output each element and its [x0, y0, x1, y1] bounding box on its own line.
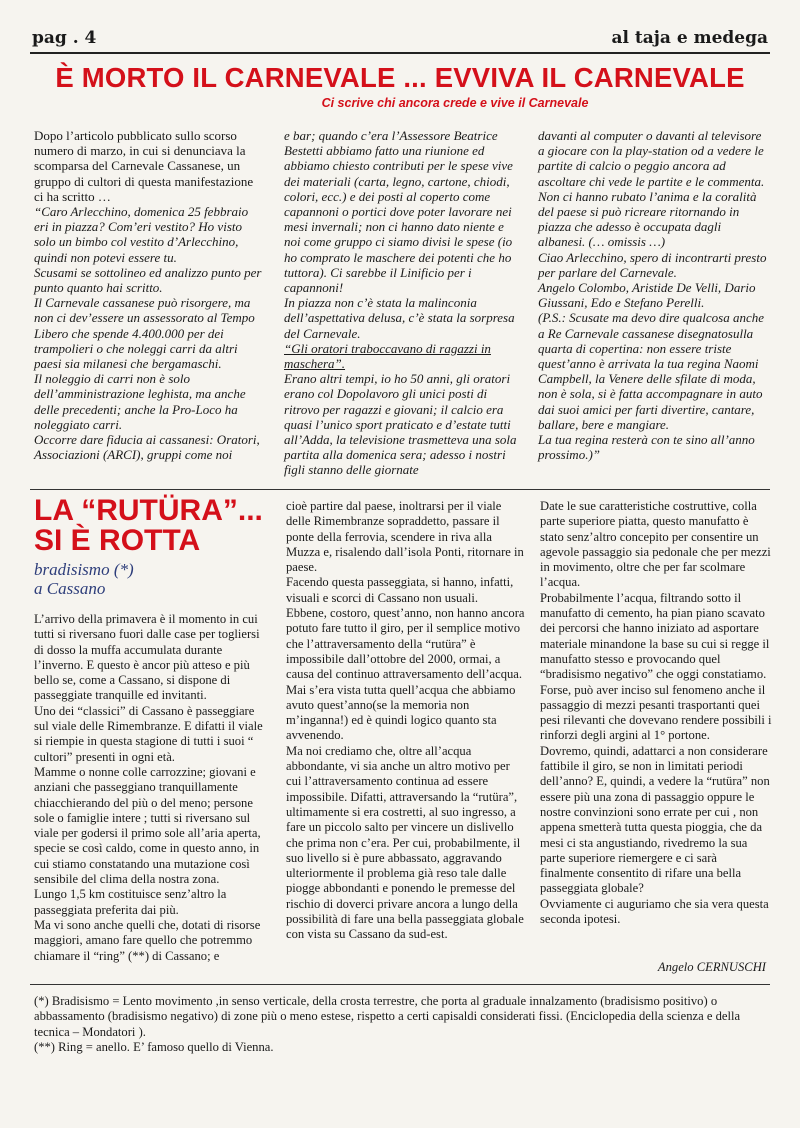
paragraph: “Caro Arlecchino, domenica 25 febbraio eri in piazza? Com’eri vestito? Ho visto solo un bimbo col vestito d’Arlecchino, quindi non potevi essere tu.	[34, 204, 249, 265]
footnote: (**) Ring = anello. E’ famoso quello di Vienna.	[34, 1040, 274, 1055]
paragraph: Ma noi crediamo che, oltre all’acqua abbondante, vi sia anche un altro motivo per cui l’attraversamento continua ad essere impossibile. Difatti, attraversando la “rutüra”, ultimamente si era costretti, al suo ingresso, a fare un piccolo salto per vincere un dislivello che prima non c’era. Per cui, probabilmente, il suo livello si è pure abbassato, aggravando ulteriormente il problema già reso tale dalle piogge abbondanti e ponendo le premesse del rischio di doverci privare ancora a lungo della possibilità di fare una bella passeggiata globale con vista su Cassano da sud-est.	[286, 743, 524, 942]
page-number: pag . 4	[32, 28, 97, 48]
paragraph: Mai s’era vista tutta quell’acqua che abbiamo avuto quest’anno(se la memoria non m’inganna!) ed è quindi logico quanto sta avvenendo.	[286, 682, 516, 743]
article2-column-3	[540, 499, 772, 927]
paragraph: e bar; quando c’era l’Assessore Beatrice Bestetti abbiamo fatto una riunione ed abbiamo chiesto contributi per le spese vive dei materiali (carta, legno, cartone, chiodi, colori, ecc.) e dei posti al coperto come capannoni o portici dove poter lavorare nei mesi invernali; non ci hanno dato niente e noi come gruppo ci siamo divisi le spese (io ho comprato le maschere dei potenti che ho tuttora). Ci sarebbe il Linificio per i capannoni!	[284, 128, 513, 296]
article1-column-3	[538, 128, 770, 462]
paragraph: cioè partire dal paese, inoltrarsi per il viale delle Rimembranze sopraddetto, passare il ponte della ferrovia, scendere in riva alla Muzza e, risalendo dall’isola Ponti, ritornare in paese.	[286, 499, 524, 575]
paragraph: Uno dei “classici” di Cassano è passeggiare sul viale delle Rimembranze. E difatti il viale si riempie in questa stagione di tutti i suoi “ cultori” presenti in ogni età.	[34, 703, 263, 764]
paragraph: Ebbene, costoro, quest’anno, non hanno ancora potuto fare tutto il giro, per il semplice motivo che l’attraversamento della “rutüra” è impossibile dall’ottobre del 2000, ormai, a causa del continuo attraversamento dell’acqua.	[286, 606, 525, 682]
article1-subtitle: Ci scrive chi ancora crede e vive il Carnevale	[321, 96, 589, 110]
masthead: al taja e medega	[611, 28, 768, 48]
author-signature: Angelo CERNUSCHI	[657, 960, 766, 974]
article2-title-line: LA “RUTÜRA”...	[34, 494, 263, 527]
paragraph: Lungo 1,5 km costituisce senz’altro la passeggiata preferita dai più.	[34, 887, 227, 917]
article1-column-2	[284, 128, 520, 478]
paragraph: Ciao Arlecchino, spero di incontrarti presto per parlare del Carnevale.	[538, 249, 767, 280]
header-rule	[30, 52, 770, 54]
article1-column-1	[34, 128, 262, 462]
paragraph: Non ci hanno rubato l’anima e la coralità del paese si può ricreare ritornando in piazza che adesso è occupata dagli albanesi. (… omissis …)	[538, 188, 757, 250]
paragraph: L’arrivo della primavera è il momento in cui tutti si riversano fuori dalle case per togliersi di dosso la muffa accumulata durante l’inverno. E questo è ancor più atteso e più bello se, come a Cassano, si dispone di passeggiate tranquille ed invitanti.	[34, 612, 260, 703]
footnote: (*) Bradisismo = Lento movimento ,in senso verticale, della crosta terrestre, che porta al graduale innalzamento (bradisismo positivo) o abbassamento (bradisismo negativo) di zone più o meno estese, rispetto a certi capisaldi considerati fissi. (Enciclopedia della scienza e della tecnica – Mondatori ).	[34, 994, 741, 1039]
paragraph: (P.S.: Scusate ma devo dire qualcosa anche a Re Carnevale cassanese disegnatosulla quarta di copertina: non essere triste quest’anno è arrivata la tua regina Naomi Campbell, la Venere delle sfilate di moda, non è sola, si è fatta accompagnare in auto dai suoi amici per farti divertire, cantare, ballare, bere e mangiare.	[538, 310, 765, 432]
paragraph: davanti al computer o davanti al televisore a giocare con la play-station od a vedere le partite di calcio o peggio ancora ad ascoltare chi vede le partite e le commenta.	[538, 128, 765, 189]
footnote-divider	[30, 984, 770, 985]
article2-subtitle-line: a Cassano	[34, 579, 106, 598]
article2-title	[34, 496, 272, 556]
article2-column-1	[34, 612, 268, 964]
section-divider	[30, 489, 770, 490]
paragraph: Scusami se sottolineo ed analizzo punto per punto quanto hai scritto.	[34, 264, 262, 296]
paragraph: Forse, può aver inciso sul fenomeno anche il passaggio di mezzi pesanti trasportanti quei pesi rilevanti che dovevano rendere possibili i rinforzi degli argini al 1° portone.	[540, 682, 772, 743]
paragraph: Il Carnevale cassanese può risorgere, ma non ci dev’essere un assessorato al Tempo Libero che spende 4.400.000 per dei trampolieri o che noleggi carri da altri paesi sia milanesi che bergamaschi.	[34, 295, 255, 372]
paragraph: Ovviamente ci auguriamo che sia vera questa seconda ipotesi.	[540, 896, 769, 927]
article2-subtitle	[34, 560, 274, 598]
paragraph: Il noleggio di carri non è solo dell’amministrazione leghista, ma anche delle precedenti; anche la Pro-Loco ha noleggiato carri.	[34, 371, 246, 432]
paragraph: Erano altri tempi, io ho 50 anni, gli oratori erano col Dopolavoro gli unici posti di ritrovo per ragazzi e giovani; il calcio era quasi l’unico sport praticato e d’estate tutti all’Adda, la televisione trasmetteva una sola partita alla domenica sera; adesso i nostri figli stanno delle giornate	[284, 371, 517, 478]
paragraph: La tua regina resterà con te sino all’anno prossimo.)”	[538, 432, 755, 463]
paragraph: Date le sue caratteristiche costruttive, colla parte superiore piatta, questo manufatto è stato senz’altro concepito per consentire un agevole passaggio sia pedonale che per mezzi in movimento, oltre che per far scolmare l’acqua.	[540, 499, 771, 590]
paragraph: Ma vi sono anche quelli che, dotati di risorse maggiori, amano fare quello che potremmo chiamare il “ring” (**) di Cassano; e	[34, 917, 261, 963]
paragraph: Mamme o nonne colle carrozzine; giovani e anziani che passeggiano tranquillamente chiacchierando del più o del meno; persone sole o famiglie intere ; tutti si riversano sul viale per godersi il primo sole all’aria aperta, specie se così caldo, come in questo anno, in cui stiamo constatando una mutazione così sensibile del clima della nostra zona.	[34, 764, 261, 887]
paragraph: Occorre dare fiducia ai cassanesi: Oratori, Associazioni (ARCI), gruppi come noi	[34, 432, 260, 463]
paragraph: In piazza non c’è stata la malinconia dell’aspettativa delusa, c’è stata la sorpresa del Carnevale.	[284, 295, 515, 341]
paragraph: Facendo questa passeggiata, si hanno, infatti, visuali e scorci di Cassano non usuali.	[286, 575, 514, 605]
article2-subtitle-line: bradisismo (*)	[34, 560, 134, 579]
footnotes	[34, 994, 770, 1056]
paragraph: “Gli oratori traboccavano di ragazzi in maschera”.	[284, 340, 491, 372]
paragraph: Dovremo, quindi, adattarci a non considerare fattibile il giro, se non in limitati periodi dell’anno? E, quindi, a vedere la “rutüra” non essere più una zona di passaggio oppure le nostre convinzioni sono errate per cui , non appena smetterà tutta questa pioggia, che da mesi ci sta angustiando, rivedremo la sua parte superiore riemergere e ci sarà finalmente consentito di rifare una bella passeggiata globale?	[540, 743, 770, 896]
paragraph: Angelo Colombo, Aristide De Velli, Dario Giussani, Edo e Stefano Perelli.	[538, 280, 756, 311]
article2-title-line: SI È ROTTA	[34, 524, 201, 557]
article2-column-2	[286, 499, 526, 943]
article1-title: È MORTO IL CARNEVALE ... EVVIVA IL CARNEVALE	[55, 62, 745, 93]
paragraph: Probabilmente l’acqua, filtrando sotto il manufatto di cemento, ha pian piano scavato dei percorsi che hanno iniziato ad asportare materiale minandone la base su cui si regge il manufatto stesso e provocando quel “bradisismo negativo” che oggi constatiamo.	[540, 590, 770, 682]
paragraph: Dopo l’articolo pubblicato sullo scorso numero di marzo, in cui si denunciava la scomparsa del Carnevale Cassanese, un gruppo di cultori di questa manifestazione ci ha scritto …	[34, 128, 254, 204]
